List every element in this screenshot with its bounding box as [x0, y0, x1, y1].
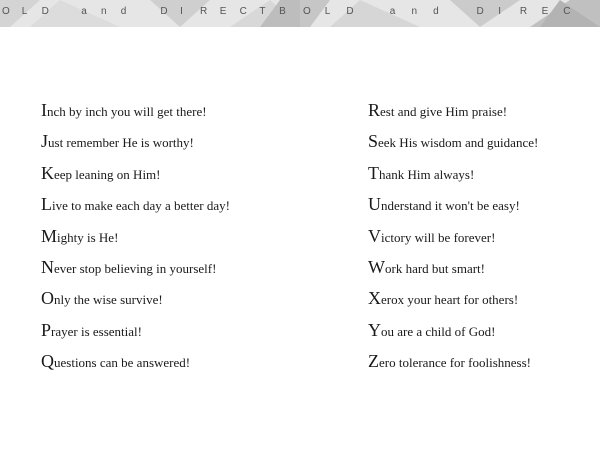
banner-letter: n — [100, 6, 107, 17]
acrostic-line — [368, 315, 538, 346]
line-text: ero tolerance for foolishness! — [379, 355, 531, 371]
banner-letter: I — [498, 6, 501, 17]
line-initial: V — [368, 225, 381, 246]
banner-letter: a — [389, 6, 396, 17]
acrostic-line — [41, 252, 230, 283]
banner-letter: D — [160, 6, 168, 17]
banner-letter: I — [180, 6, 183, 17]
acrostic-line — [41, 95, 230, 126]
line-initial: S — [368, 131, 379, 152]
banner-letter: T — [259, 6, 266, 17]
banner-text-left — [2, 6, 299, 17]
banner-text-right — [303, 6, 585, 17]
banner-letter: d — [120, 6, 127, 17]
line-initial: R — [368, 100, 381, 120]
acrostic-line — [368, 158, 538, 189]
line-text: ive to make each day a better day! — [52, 198, 230, 214]
banner-letter: d — [433, 6, 439, 17]
line-initial: M — [41, 225, 58, 246]
acrostic-line — [41, 158, 230, 189]
banner-letter: B — [279, 6, 286, 17]
line-initial: I — [41, 100, 47, 120]
acrostic-line — [41, 346, 230, 377]
line-text: ever stop believing in yourself! — [54, 260, 217, 276]
line-initial: W — [368, 256, 385, 277]
banner-letter: C — [563, 6, 571, 17]
banner-letter: D — [41, 6, 49, 17]
line-initial: P — [41, 319, 52, 340]
acrostic-line — [41, 315, 230, 346]
banner-letter: D — [346, 6, 354, 17]
line-text: est and give Him praise! — [380, 104, 508, 119]
line-initial: X — [368, 288, 381, 309]
acrostic-line — [368, 95, 538, 126]
acrostic-column-right — [368, 95, 538, 378]
line-initial: J — [41, 131, 49, 152]
line-initial: L — [41, 194, 52, 215]
acrostic-line — [41, 189, 230, 220]
line-initial: Q — [41, 351, 54, 372]
line-text: eep leaning on Him! — [54, 166, 161, 182]
banner-letter: R — [199, 6, 208, 17]
banner-letter: E — [541, 6, 549, 17]
banner-letter: L — [21, 6, 28, 17]
line-text: nch by inch you will get there! — [47, 104, 207, 119]
banner-letter: O — [2, 6, 10, 17]
line-text: hank Him always! — [379, 166, 475, 182]
banner-letter: C — [239, 6, 247, 17]
banner-letter: E — [219, 6, 227, 17]
acrostic-line — [41, 221, 230, 252]
banner-letter: R — [519, 6, 528, 17]
acrostic-line — [368, 221, 538, 252]
banner-letter: O — [303, 6, 311, 17]
acrostic-line — [41, 283, 230, 314]
line-text: rayer is essential! — [51, 323, 142, 339]
line-initial: T — [368, 162, 379, 183]
banner-letter: a — [81, 6, 87, 17]
acrostic-line — [368, 189, 538, 220]
acrostic-line — [368, 126, 538, 157]
banner-letter: D — [476, 6, 484, 17]
line-initial: N — [41, 256, 54, 277]
line-text: ighty is He! — [57, 229, 119, 245]
line-initial: O — [41, 288, 54, 309]
line-text: eek His wisdom and guidance! — [378, 135, 539, 151]
line-initial: K — [41, 162, 54, 183]
line-initial: U — [368, 194, 381, 215]
line-text: ictory will be forever! — [381, 229, 496, 245]
banner-letter: n — [411, 6, 417, 17]
line-text: nderstand it won't be easy! — [381, 198, 520, 214]
acrostic-column-left — [41, 95, 230, 378]
acrostic-line — [368, 252, 538, 283]
line-text: nly the wise survive! — [54, 292, 163, 308]
line-text: ust remember He is worthy! — [48, 135, 194, 151]
line-text: erox your heart for others! — [381, 292, 519, 308]
banner-letter: L — [324, 6, 331, 17]
line-text: uestions can be answered! — [54, 355, 191, 371]
line-text: ork hard but smart! — [385, 260, 486, 276]
acrostic-line — [368, 283, 538, 314]
line-initial: Z — [368, 351, 379, 372]
acrostic-line — [41, 126, 230, 157]
line-text: ou are a child of God! — [381, 323, 496, 339]
acrostic-line — [368, 346, 538, 377]
header-banner — [0, 0, 600, 27]
line-initial: Y — [368, 319, 381, 340]
